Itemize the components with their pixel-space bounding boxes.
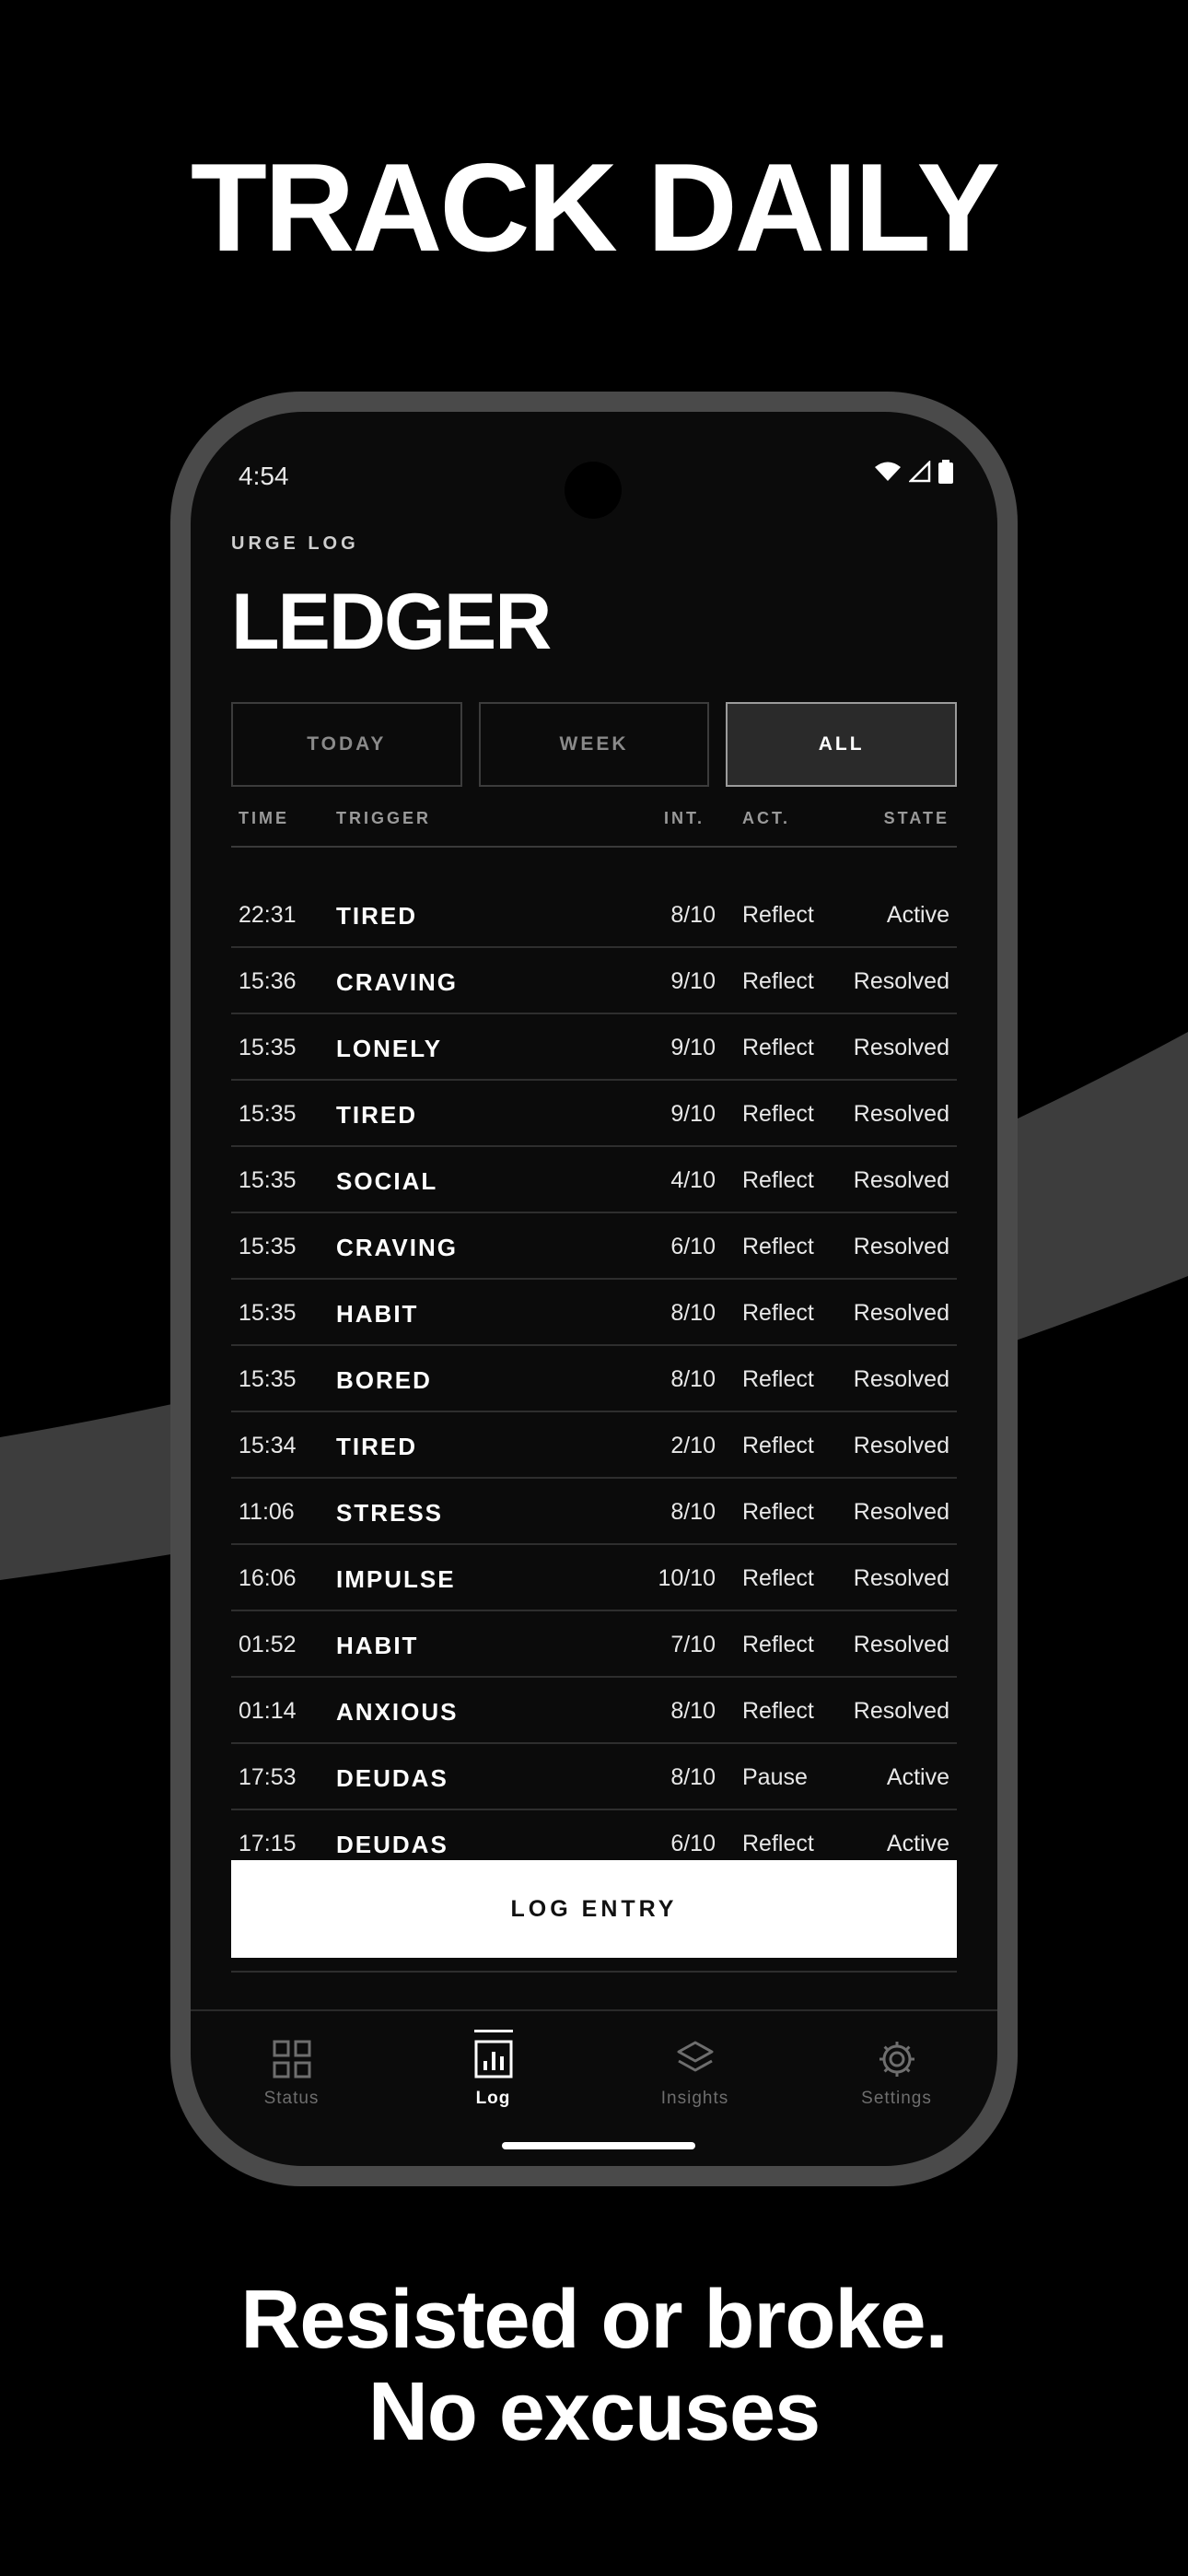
row-action: Reflect (742, 1234, 814, 1259)
row-action: Reflect (742, 1499, 814, 1525)
row-action: Reflect (742, 1565, 814, 1591)
table-row[interactable] (231, 1213, 957, 1280)
table-row[interactable] (231, 1611, 957, 1678)
row-time: 15:35 (239, 1101, 297, 1127)
table-row[interactable] (231, 948, 957, 1014)
row-intensity: 10/10 (658, 1565, 716, 1591)
row-trigger: CRAVING (336, 968, 458, 996)
column-header-state: STATE (883, 809, 949, 827)
row-time: 15:35 (239, 1366, 297, 1392)
bottom-nav (191, 2009, 997, 2140)
row-trigger: HABIT (336, 1632, 419, 1659)
row-trigger: IMPULSE (336, 1565, 456, 1593)
row-state: Resolved (853, 1698, 949, 1724)
row-trigger: TIRED (336, 1101, 417, 1129)
headline: TRACK DAILY (190, 137, 998, 277)
row-trigger: LONELY (336, 1035, 443, 1062)
tagline-line-2: No excuses (367, 2366, 821, 2458)
phone-screen (191, 412, 997, 2166)
row-intensity: 8/10 (670, 902, 716, 928)
row-state: Resolved (853, 1035, 949, 1060)
row-trigger: DEUDAS (336, 1831, 448, 1858)
row-trigger: CRAVING (336, 1234, 458, 1261)
table-row[interactable] (231, 1678, 957, 1744)
row-trigger: SOCIAL (336, 1167, 438, 1195)
camera-cutout (565, 462, 622, 519)
row-time: 17:53 (239, 1764, 297, 1790)
row-time: 15:34 (239, 1433, 297, 1458)
column-header-time: TIME (239, 809, 289, 827)
row-state: Resolved (853, 1167, 949, 1193)
row-state: Resolved (853, 1632, 949, 1657)
phone-frame (170, 392, 1018, 2186)
table-row[interactable] (231, 1014, 957, 1081)
row-state: Resolved (853, 1234, 949, 1259)
layers-icon (675, 2039, 716, 2079)
row-state: Resolved (853, 1366, 949, 1392)
row-action: Reflect (742, 1632, 814, 1657)
nav-item-insights[interactable] (594, 2011, 796, 2140)
row-state: Active (886, 1831, 949, 1856)
row-time: 16:06 (239, 1565, 297, 1591)
row-intensity: 6/10 (670, 1234, 716, 1259)
row-state: Resolved (853, 1433, 949, 1458)
section-overline: URGE LOG (231, 533, 359, 554)
row-trigger: STRESS (336, 1499, 444, 1527)
status-bar (191, 412, 997, 513)
table-row[interactable] (231, 1744, 957, 1810)
row-time: 15:35 (239, 1234, 297, 1259)
table-row[interactable] (231, 1545, 957, 1611)
column-header-trigger: TRIGGER (336, 809, 432, 827)
row-trigger: DEUDAS (336, 1764, 448, 1792)
tagline (0, 2274, 1188, 2458)
table-row[interactable] (231, 882, 957, 948)
row-time: 11:06 (239, 1499, 295, 1525)
grid-icon (272, 2039, 312, 2079)
row-trigger: TIRED (336, 1433, 417, 1460)
table-row[interactable] (231, 1280, 957, 1346)
row-intensity: 8/10 (670, 1499, 716, 1525)
table-row[interactable] (231, 1346, 957, 1412)
divider (231, 1971, 957, 1973)
row-action: Reflect (742, 1300, 814, 1326)
row-intensity: 8/10 (670, 1764, 716, 1790)
bar-chart-icon (473, 2039, 514, 2079)
row-action: Reflect (742, 1366, 814, 1392)
row-state: Resolved (853, 1499, 949, 1525)
nav-item-status[interactable] (191, 2011, 392, 2140)
tab-week[interactable]: WEEK (479, 702, 710, 787)
column-header-action: ACT. (742, 809, 790, 827)
row-intensity: 8/10 (670, 1300, 716, 1326)
status-icons (874, 460, 953, 484)
nav-label: Status (263, 2089, 320, 2108)
row-state: Resolved (853, 1565, 949, 1591)
row-time: 01:14 (239, 1698, 297, 1724)
nav-item-settings[interactable] (796, 2011, 997, 2140)
row-intensity: 7/10 (670, 1632, 716, 1657)
row-action: Reflect (742, 968, 814, 994)
row-trigger: HABIT (336, 1300, 419, 1328)
row-time: 17:15 (239, 1831, 297, 1856)
row-time: 15:35 (239, 1300, 297, 1326)
active-indicator (474, 2030, 513, 2032)
filter-tabs (231, 702, 957, 787)
battery-icon (938, 460, 953, 484)
row-intensity: 6/10 (670, 1831, 716, 1856)
row-action: Reflect (742, 1035, 814, 1060)
nav-item-log[interactable] (392, 2011, 594, 2140)
home-indicator[interactable] (502, 2142, 695, 2149)
row-intensity: 4/10 (670, 1167, 716, 1193)
row-action: Reflect (742, 1101, 814, 1127)
row-time: 22:31 (239, 902, 297, 928)
row-intensity: 8/10 (670, 1698, 716, 1724)
column-header-intensity: INT. (664, 809, 705, 827)
nav-label: Insights (660, 2089, 729, 2108)
row-time: 01:52 (239, 1632, 297, 1657)
row-trigger: TIRED (336, 902, 417, 930)
table-row[interactable] (231, 1412, 957, 1479)
tab-all[interactable]: ALL (726, 702, 957, 787)
row-trigger: ANXIOUS (336, 1698, 459, 1726)
row-intensity: 9/10 (670, 968, 716, 994)
row-action: Reflect (742, 1433, 814, 1458)
page-title: LEDGER (231, 578, 551, 666)
row-state: Resolved (853, 968, 949, 994)
row-action: Reflect (742, 1831, 814, 1856)
table-row[interactable] (231, 1479, 957, 1545)
status-time: 4:54 (239, 462, 289, 490)
wifi-icon (874, 461, 902, 483)
row-trigger: BORED (336, 1366, 432, 1394)
row-action: Reflect (742, 1698, 814, 1724)
table-row[interactable] (231, 1081, 957, 1147)
signal-icon (909, 461, 931, 483)
tagline-line-1: Resisted or broke. (240, 2274, 948, 2366)
row-time: 15:35 (239, 1035, 297, 1060)
ledger-rows (231, 882, 957, 1877)
nav-label: Log (475, 2089, 511, 2108)
table-row[interactable] (231, 1147, 957, 1213)
nav-label: Settings (861, 2089, 932, 2108)
row-state: Resolved (853, 1101, 949, 1127)
row-intensity: 9/10 (670, 1101, 716, 1127)
row-action: Pause (742, 1764, 808, 1790)
tab-today[interactable]: TODAY (231, 702, 462, 787)
row-state: Active (886, 1764, 949, 1790)
row-time: 15:36 (239, 968, 297, 994)
row-state: Resolved (853, 1300, 949, 1326)
row-intensity: 9/10 (670, 1035, 716, 1060)
row-intensity: 8/10 (670, 1366, 716, 1392)
table-header (231, 803, 957, 848)
row-action: Reflect (742, 1167, 814, 1193)
row-intensity: 2/10 (670, 1433, 716, 1458)
row-state: Active (886, 902, 949, 928)
row-action: Reflect (742, 902, 814, 928)
row-time: 15:35 (239, 1167, 297, 1193)
gear-icon (877, 2039, 917, 2079)
log-entry-button[interactable]: LOG ENTRY (231, 1860, 957, 1958)
